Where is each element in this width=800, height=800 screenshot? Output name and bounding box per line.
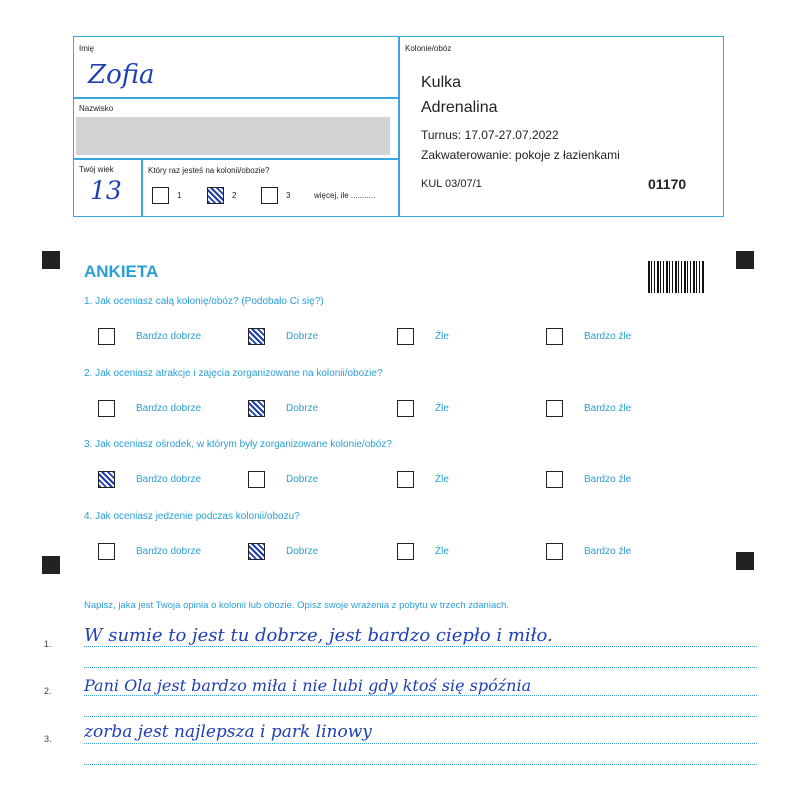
- question-3-option-4-checkbox[interactable]: [546, 471, 563, 488]
- writing-line-1b: [84, 667, 757, 668]
- question-4-option-4-label: Bardzo źle: [584, 546, 632, 557]
- question-3-option-4-label: Bardzo źle: [584, 474, 632, 485]
- times-2-label: 2: [232, 191, 237, 200]
- times-2-checkbox[interactable]: [207, 187, 224, 204]
- question-1-option-1-checkbox[interactable]: [98, 328, 115, 345]
- question-3-option-2-checkbox[interactable]: [248, 471, 265, 488]
- divider-name: [73, 97, 399, 99]
- question-4-option-3-label: Źle: [435, 546, 449, 557]
- question-4-text: 4. Jak oceniasz jedzenie podczas kolonii/obozu?: [84, 511, 300, 522]
- question-4-option-1-checkbox[interactable]: [98, 543, 115, 560]
- question-3-option-2-label: Dobrze: [286, 474, 319, 485]
- camp-subname: Adrenalina: [421, 99, 498, 116]
- question-4-option-2-label: Dobrze: [286, 546, 319, 557]
- registration-marker-bottom-right: [736, 552, 754, 570]
- times-question-label: Który raz jesteś na kolonii/obozie?: [148, 166, 270, 175]
- camp-label: Kolonie/obóz: [405, 44, 452, 53]
- question-2-option-2-checkbox[interactable]: [248, 400, 265, 417]
- question-2-option-2-label: Dobrze: [286, 403, 319, 414]
- question-2-option-1-checkbox[interactable]: [98, 400, 115, 417]
- writing-line-1: [84, 646, 757, 647]
- survey-title: ANKIETA: [84, 262, 159, 281]
- writing-line-2b: [84, 716, 757, 717]
- opinion-line-2: Pani Ola jest bardzo miła i nie lubi gdy ktoś się spóźnia: [84, 676, 532, 695]
- question-4-option-2-checkbox[interactable]: [248, 543, 265, 560]
- question-1-option-2-checkbox[interactable]: [248, 328, 265, 345]
- line-number-2: 2.: [44, 686, 52, 696]
- camp-accommodation: Zakwaterowanie: pokoje z łazienkami: [421, 148, 620, 162]
- question-1-option-3-label: Źle: [435, 331, 449, 342]
- times-3-checkbox[interactable]: [261, 187, 278, 204]
- question-3-option-3-label: Źle: [435, 474, 449, 485]
- writing-line-3b: [84, 764, 757, 765]
- question-4-option-1-label: Bardzo dobrze: [136, 546, 202, 557]
- age-value: 13: [90, 176, 122, 205]
- question-4-option-3-checkbox[interactable]: [397, 543, 414, 560]
- question-3-option-1-checkbox[interactable]: [98, 471, 115, 488]
- first-name-value: Zofia: [88, 60, 155, 90]
- surname-redaction: [76, 117, 390, 155]
- question-3-option-1-label: Bardzo dobrze: [136, 474, 202, 485]
- question-1-option-1-label: Bardzo dobrze: [136, 331, 202, 342]
- question-2-option-1-label: Bardzo dobrze: [136, 403, 202, 414]
- line-number-1: 1.: [44, 639, 52, 649]
- barcode: [648, 261, 704, 293]
- camp-code: KUL 03/07/1: [421, 178, 482, 190]
- question-3-text: 3. Jak oceniasz ośrodek, w którym były zorganizowane kolonie/obóz?: [84, 439, 392, 450]
- question-2-option-4-checkbox[interactable]: [546, 400, 563, 417]
- form-number: 01170: [648, 176, 687, 192]
- opinion-line-3: zorba jest najlepsza i park linowy: [84, 722, 372, 742]
- question-1-option-4-label: Bardzo źle: [584, 331, 632, 342]
- writing-line-3: [84, 743, 757, 744]
- surname-label: Nazwisko: [79, 104, 114, 113]
- question-2-text: 2. Jak oceniasz atrakcje i zajęcia zorganizowane na kolonii/obozie?: [84, 368, 383, 379]
- opinion-line-1: W sumie to jest tu dobrze, jest bardzo ciepło i miło.: [84, 625, 553, 646]
- registration-marker-top-left: [42, 251, 60, 269]
- line-number-3: 3.: [44, 734, 52, 744]
- question-4-option-4-checkbox[interactable]: [546, 543, 563, 560]
- question-2-option-4-label: Bardzo źle: [584, 403, 632, 414]
- times-1-checkbox[interactable]: [152, 187, 169, 204]
- divider-vertical: [398, 36, 400, 217]
- times-1-label: 1: [177, 191, 182, 200]
- question-1-option-4-checkbox[interactable]: [546, 328, 563, 345]
- age-label: Twój wiek: [79, 165, 114, 174]
- question-1-text: 1. Jak oceniasz całą kolonię/obóz? (Podobało Ci się?): [84, 296, 324, 307]
- camp-name: Kulka: [421, 74, 462, 91]
- question-2-option-3-checkbox[interactable]: [397, 400, 414, 417]
- times-3-label: 3: [286, 191, 291, 200]
- question-2-option-3-label: Źle: [435, 403, 449, 414]
- question-1-option-3-checkbox[interactable]: [397, 328, 414, 345]
- camp-turnus: Turnus: 17.07-27.07.2022: [421, 128, 559, 142]
- writing-line-2: [84, 695, 757, 696]
- registration-marker-top-right: [736, 251, 754, 269]
- registration-marker-bottom-left: [42, 556, 60, 574]
- question-3-option-3-checkbox[interactable]: [397, 471, 414, 488]
- divider-age: [141, 158, 143, 217]
- opinion-prompt: Napisz, jaka jest Twoja opinia o kolonii lub obozie. Opisz swoje wrażenia z pobytu w trzech zdaniach.: [84, 600, 509, 611]
- question-1-option-2-label: Dobrze: [286, 331, 319, 342]
- first-name-label: Imię: [79, 44, 95, 53]
- times-more-label: więcej, ile ...........: [314, 191, 376, 200]
- divider-surname: [73, 158, 399, 160]
